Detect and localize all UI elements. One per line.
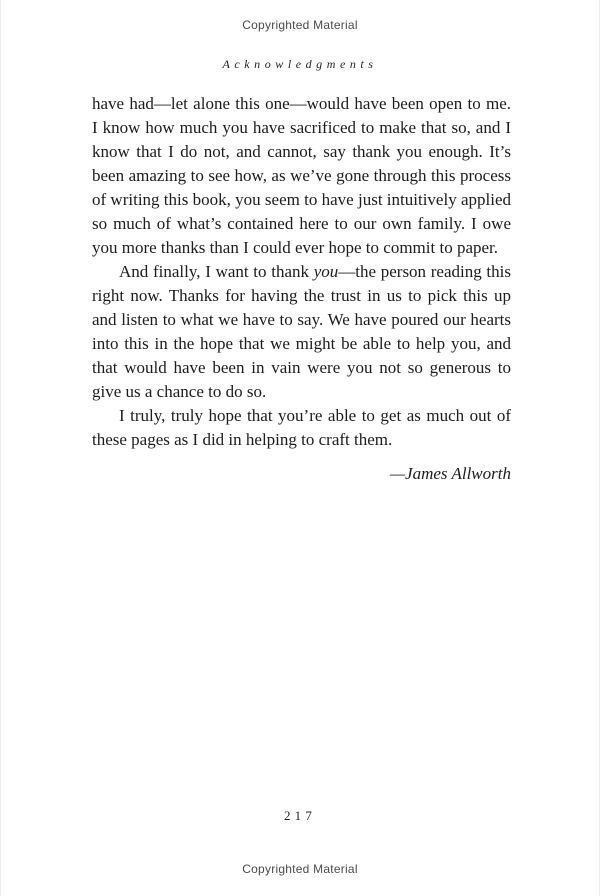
- paragraph-text: And finally, I want to thank: [119, 262, 314, 281]
- author-signature: —James Allworth: [389, 464, 511, 483]
- copyright-notice-top: Copyrighted Material: [242, 18, 358, 32]
- page-number: 217: [284, 808, 316, 823]
- paragraph: [92, 260, 511, 404]
- page-body: [92, 92, 511, 486]
- italic-word: you: [313, 262, 339, 281]
- paragraph-text: —the person reading this right now. Thanks for having the trust in us to pick this up and listen to what we have to say. We have poured our hearts into this in the hope that we might be able to help you, and that would have been in vain were you not so generous to give us a chance to do so.: [92, 262, 511, 401]
- section-title: Acknowledgments: [222, 57, 378, 71]
- paragraph: have had—let alone this one—would have been open to me. I know how much you have sacrificed to make that so, and I know that I do not, and cannot, say thank you enough. It’s been amazing to see how, as we’ve gone through this process of writing this book, you seem to have just intuitively applied so much of what’s contained here to our own family. I owe you more thanks than I could ever hope to commit to paper.: [92, 94, 511, 257]
- copyright-notice-bottom: Copyrighted Material: [242, 862, 358, 876]
- paragraph: I truly, truly hope that you’re able to get as much out of these pages as I did in helping to craft them.: [92, 406, 511, 449]
